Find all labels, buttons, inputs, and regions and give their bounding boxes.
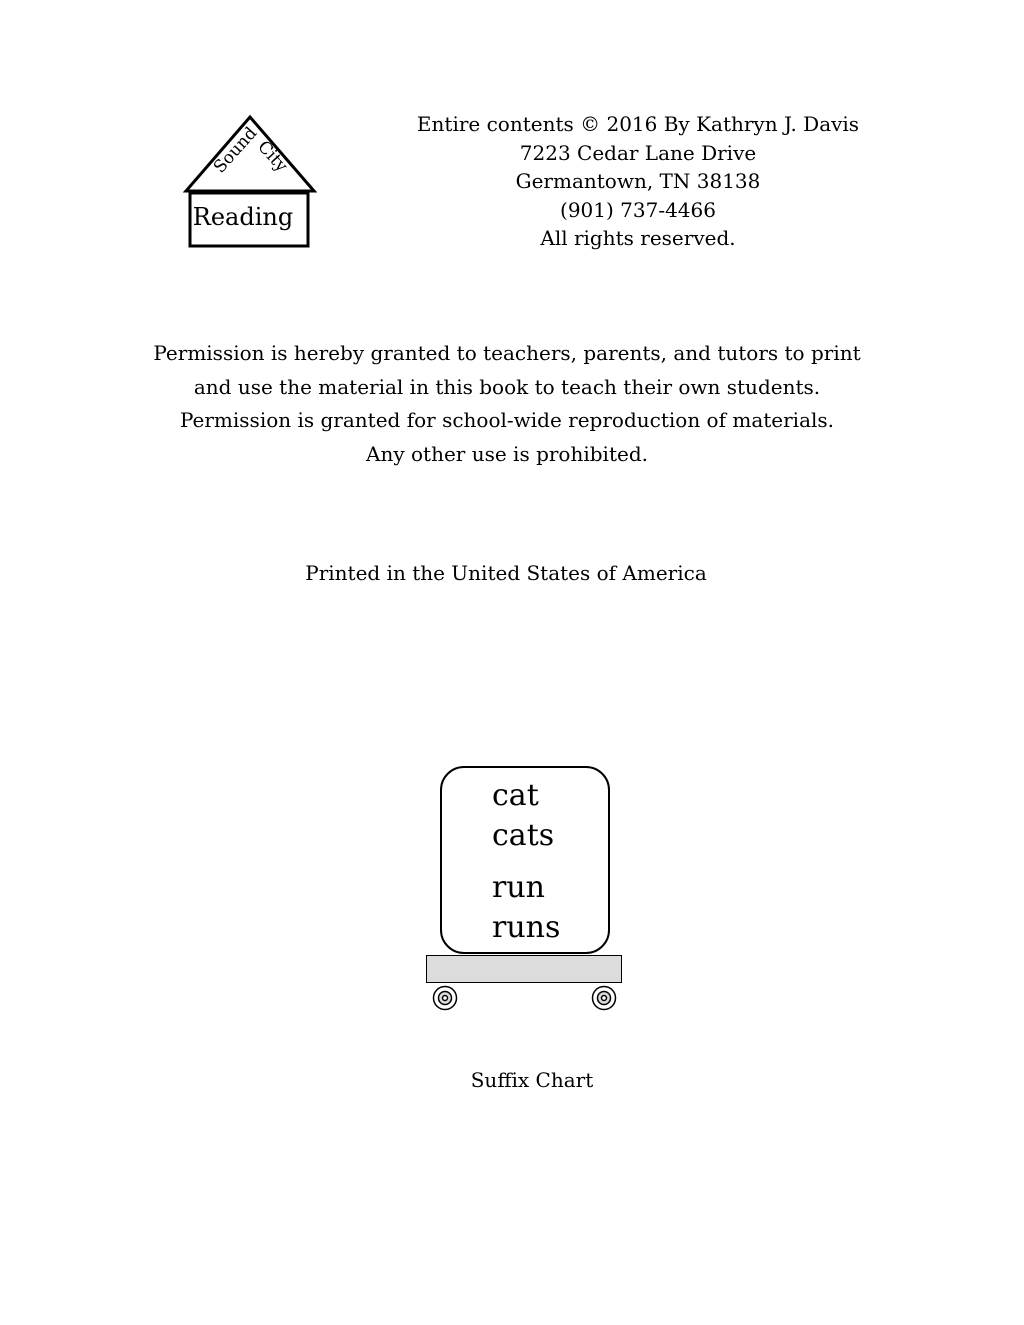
logo-roof-word-sound: Sound: [209, 123, 262, 178]
sound-city-reading-logo: [183, 114, 317, 250]
suffix-chart-caption: Suffix Chart: [470, 1068, 594, 1092]
right-wheel-icon: [591, 985, 617, 1011]
left-wheel-icon: [432, 985, 458, 1011]
chart-word: cat: [492, 778, 539, 813]
permission-line: Any other use is prohibited.: [366, 441, 648, 466]
chart-word: runs: [492, 910, 561, 945]
rights-line: All rights reserved.: [540, 226, 736, 250]
chart-word: cats: [492, 818, 555, 853]
chart-cart-base: [426, 955, 622, 983]
address-line: 7223 Cedar Lane Drive: [519, 140, 757, 165]
logo-label-reading: Reading: [192, 203, 294, 231]
permission-line: Permission is granted for school-wide reproduction of materials.: [179, 408, 835, 432]
chart-word: run: [492, 870, 545, 905]
suffix-chart-illustration: [426, 764, 624, 1014]
logo-roof-word-city: City: [253, 136, 292, 177]
suffix-chart-card: [440, 766, 610, 954]
permission-line: Permission is hereby granted to teachers, parents, and tutors to print: [153, 341, 861, 365]
copyright-line: Entire contents © 2016 By Kathryn J. Davis: [416, 112, 860, 136]
permission-line: and use the material in this book to teach their own students.: [193, 374, 821, 399]
printed-notice: Printed in the United States of America: [305, 561, 707, 585]
copyright-block: [388, 110, 888, 253]
permission-block: [60, 337, 954, 471]
phone-line: (901) 737-4466: [560, 197, 716, 222]
city-line: Germantown, TN 38138: [515, 169, 761, 193]
